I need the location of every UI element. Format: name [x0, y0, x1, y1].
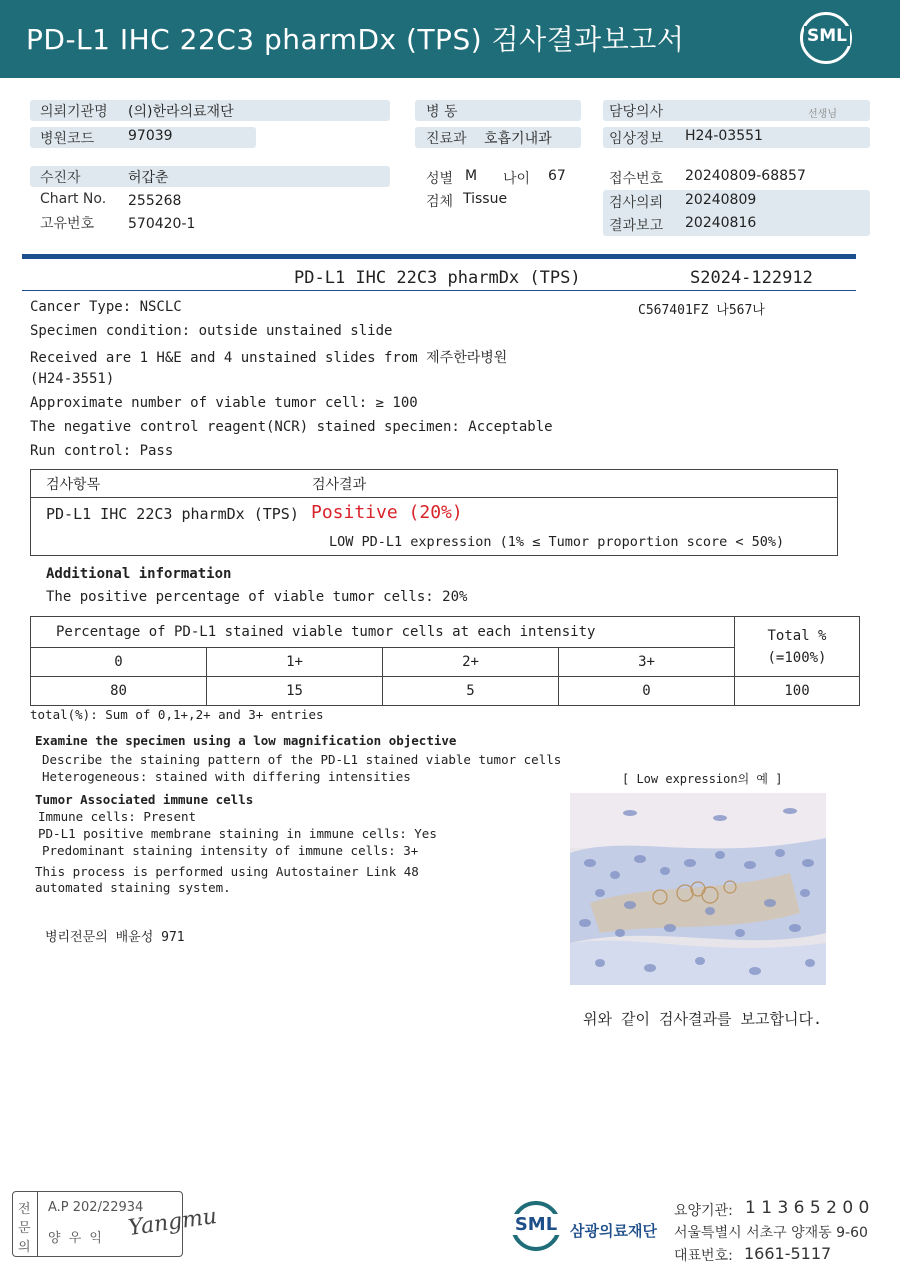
- id-label: 고유번호: [40, 216, 95, 232]
- hospital-code-label: 병원코드: [40, 131, 95, 147]
- result-note: LOW PD-L1 expression (1% ≤ Tumor proportion score < 50%): [329, 534, 785, 550]
- pathologist: 병리전문의 배윤성 971: [45, 930, 185, 945]
- address: 서울특별시 서초구 양재동 9-60: [674, 1225, 868, 1241]
- stamp-divider: [37, 1192, 38, 1256]
- intensity-value: 80: [31, 677, 207, 706]
- stamp-name: 양 우 익: [48, 1231, 104, 1246]
- care-code: 1 1 3 6 5 2 0 0: [745, 1198, 870, 1218]
- micrograph-image: [570, 793, 826, 985]
- request-value: 20240809: [685, 192, 757, 208]
- stamp-char: 의: [18, 1240, 31, 1255]
- patient-label: 수진자: [40, 170, 81, 186]
- report-date-label: 결과보고: [609, 218, 664, 234]
- result-header-item: 검사항목: [46, 477, 101, 493]
- report-date-value: 20240816: [685, 215, 757, 231]
- dept-value: 호흡기내과: [484, 131, 552, 147]
- result-item: PD-L1 IHC 22C3 pharmDx (TPS): [46, 505, 299, 523]
- process-line: This process is performed using Autostainer Link 48: [35, 864, 419, 879]
- closing-statement: 위와 같이 검사결과를 보고합니다.: [583, 1010, 822, 1028]
- intensity-value: 15: [207, 677, 383, 706]
- doctor-suffix: 선생님: [808, 109, 837, 120]
- hospital-code-value: 97039: [128, 128, 173, 144]
- intensity-header: 1+: [207, 648, 383, 677]
- intensity-caption: Percentage of PD-L1 stained viable tumor cells at each intensity: [31, 617, 735, 648]
- specimen-value: Tissue: [463, 191, 508, 207]
- clinical-value: H24-03551: [685, 128, 763, 144]
- intensity-value: 0: [559, 677, 735, 706]
- stamp-ap: A.P 202/22934: [48, 1200, 144, 1215]
- report-line: Cancer Type: NSCLC: [30, 299, 182, 315]
- id-value: 570420-1: [128, 216, 196, 232]
- intensity-header: 2+: [383, 648, 559, 677]
- doctor-label: 담당의사: [609, 104, 664, 120]
- report-line: (H24-3551): [30, 371, 115, 387]
- chart-value: 255268: [128, 193, 182, 209]
- institution-value: (의)한라의료재단: [128, 104, 234, 120]
- phone-number: 1661-5117: [744, 1244, 832, 1263]
- patient-value: 허갑춘: [128, 170, 169, 186]
- specimen-label: 검체: [426, 194, 454, 210]
- total-label: Total %: [767, 627, 827, 644]
- sex-value: M: [465, 168, 478, 184]
- report-line: Approximate number of viable tumor cell: ≥ 100: [30, 395, 418, 411]
- examine-title: Examine the specimen using a low magnification objective: [35, 733, 457, 748]
- result-value: Positive (20%): [311, 502, 463, 523]
- total-value: 100: [735, 677, 860, 706]
- request-label: 검사의뢰: [609, 195, 664, 211]
- institution-label: 의뢰기관명: [40, 104, 108, 120]
- report-line: The negative control reagent(NCR) stained specimen: Acceptable: [30, 419, 553, 435]
- report-line: Run control: Pass: [30, 443, 174, 459]
- receipt-value: 20240809-68857: [685, 168, 806, 184]
- intensity-value: 5: [383, 677, 559, 706]
- process-line: automated staining system.: [35, 880, 231, 895]
- examine-line: Describe the staining pattern of the PD-L1 stained viable tumor cells: [42, 752, 562, 767]
- image-caption: [ Low expression의 예 ]: [622, 772, 783, 786]
- immune-title: Tumor Associated immune cells: [35, 792, 254, 807]
- age-label: 나이: [503, 171, 531, 187]
- title-underline: [22, 290, 856, 291]
- immune-line: PD-L1 positive membrane staining in immune cells: Yes: [38, 826, 437, 841]
- table-note: total(%): Sum of 0,1+,2+ and 3+ entries: [30, 707, 324, 722]
- report-line: Specimen condition: outside unstained slide: [30, 323, 393, 339]
- immune-line: Immune cells: Present: [38, 809, 197, 824]
- org-name: 삼광의료재단: [570, 1222, 657, 1240]
- ward-label: 병 동: [426, 104, 458, 120]
- sml-logo-text: SML: [804, 26, 850, 46]
- test-title: PD-L1 IHC 22C3 pharmDx (TPS): [294, 268, 581, 288]
- clinical-label: 임상정보: [609, 131, 664, 147]
- phone-label: 대표번호:: [674, 1248, 733, 1264]
- receipt-label: 접수번호: [609, 171, 664, 187]
- dept-label: 진료과: [426, 131, 467, 147]
- additional-title: Additional information: [46, 566, 232, 582]
- result-box-separator: [31, 497, 837, 498]
- serial-number: S2024-122912: [690, 268, 813, 288]
- intensity-header: 3+: [559, 648, 735, 677]
- report-line: Received are 1 H&E and 4 unstained slides from 제주한라병원: [30, 350, 508, 366]
- additional-line: The positive percentage of viable tumor cells: 20%: [46, 589, 468, 605]
- intensity-header: 0: [31, 648, 207, 677]
- patient-pill: [30, 166, 390, 187]
- age-value: 67: [548, 168, 566, 184]
- sex-label: 성별: [426, 171, 454, 187]
- stamp-char: 문: [18, 1221, 31, 1236]
- section-divider: [22, 254, 856, 259]
- sml-footer-logo-text: SML: [508, 1214, 564, 1235]
- total-header: [735, 617, 860, 677]
- intensity-table: [30, 616, 860, 706]
- signature: Yangmu: [126, 1203, 219, 1242]
- stamp-char: 전: [18, 1202, 31, 1217]
- total-sub: (=100%): [767, 649, 827, 666]
- block-code: C567401FZ 나567나: [638, 303, 765, 318]
- result-header-result: 검사결과: [312, 477, 367, 493]
- immune-line: Predominant staining intensity of immune cells: 3+: [42, 843, 419, 858]
- chart-label: Chart No.: [40, 191, 107, 207]
- examine-line: Heterogeneous: stained with differing intensities: [42, 769, 411, 784]
- report-title: PD-L1 IHC 22C3 pharmDx (TPS) 검사결과보고서: [26, 23, 685, 56]
- care-code-label: 요양기관:: [674, 1203, 733, 1219]
